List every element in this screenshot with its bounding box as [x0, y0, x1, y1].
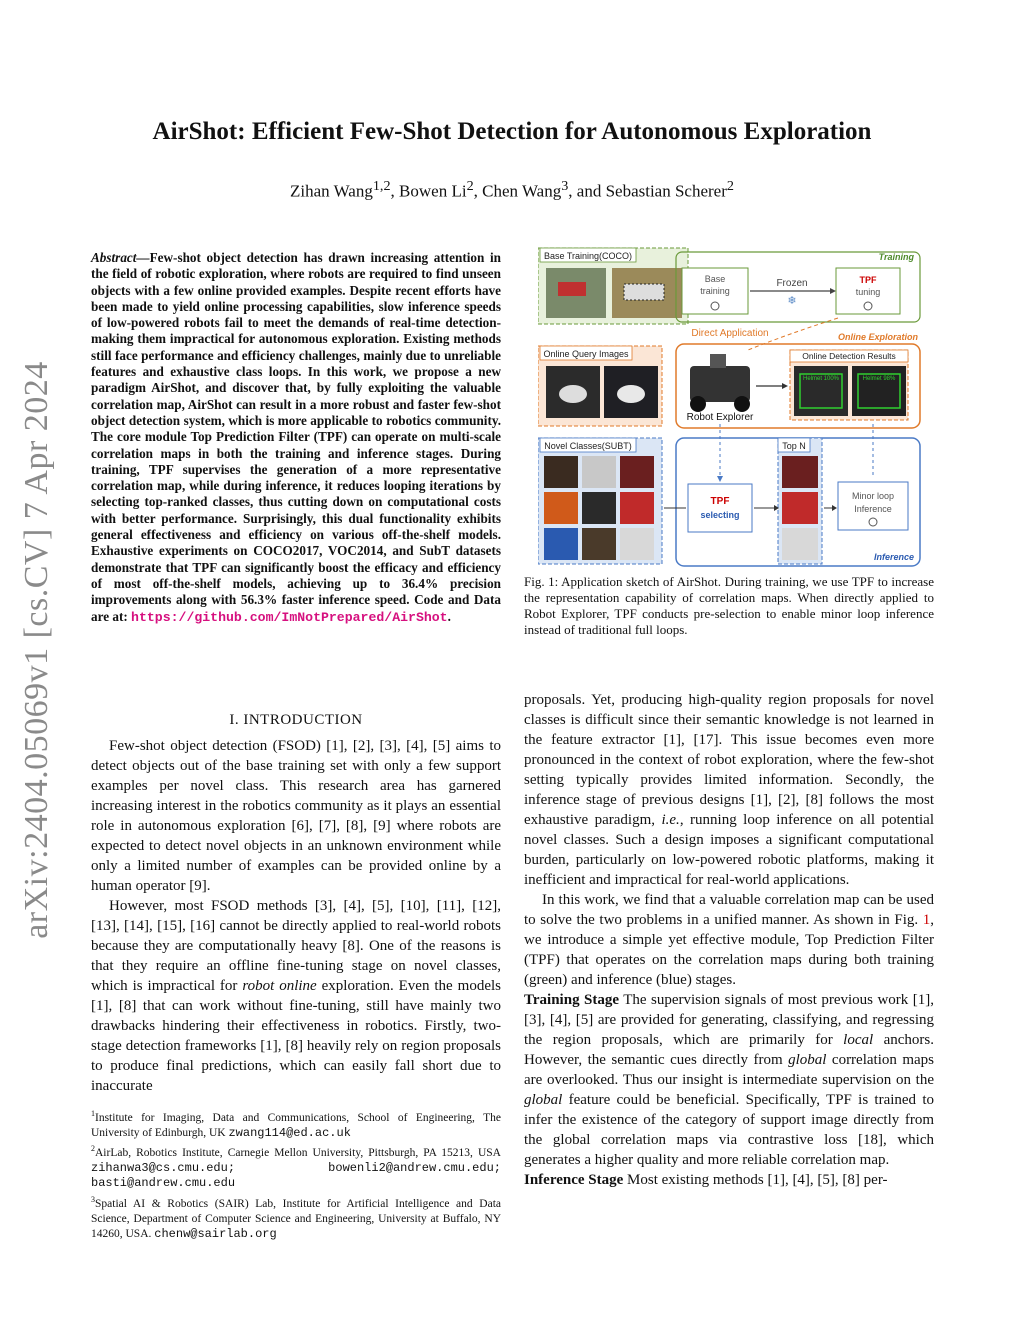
inference-label: Inference	[873, 552, 914, 562]
footnotes	[91, 1106, 501, 1242]
abstract-label: Abstract—	[91, 250, 150, 265]
introduction-right	[524, 690, 934, 1190]
right-paragraph-2: In this work, we find that a valuable correlation map can be used to solve the two problems in a unified manner. As shown in Fig. 1, we introduce a simple yet effective module, Top Prediction Filter (TPF) that operates on the correlation maps during both training (green) and inference (blue) stages.	[524, 892, 934, 988]
online-exploration-label: Online Exploration	[837, 332, 918, 342]
code-link[interactable]: https://github.com/ImNotPrepared/AirShot	[131, 609, 448, 625]
footnote-2: $^2$AirLab, Robotics Institute, Carnegie Mellon University, Pittsburgh, PA 15213, USA zihanwa3@cs.cmu.edu; bowenli2@andrew.cmu.edu; basti@andrew.cmu.edu	[91, 1144, 501, 1191]
abstract-text: Few-shot object detection has drawn increasing attention in the field of robotic exploration, where robots are required to find unseen objects with a few online provided examples. Despite recent efforts have been made to yield online processing capabilities, slow inference speeds of low-powered robots fail to meet the demands of real-time detection-making them impractical for autonomous exploration. Existing methods still face performance and efficiency challenges, mainly due to unreliable features and exhaustive class loops. In this work, we propose a new paradigm AirShot, and discover that, by fully exploiting the valuable correlation map, AirShot can result in a more robust and faster few-shot object detection system, which is more applicable to robotics community. The core module Top Prediction Filter (TPF) can operate on multi-scale correlation maps in both the training and inference stages. During training, TPF supervises the generation of a more representative correlation map, while during inference, it reduces looping iterations by selecting top-ranked classes, thus cutting down on computational costs with better performance. Surprisingly, this dual functionality exhibits general effectiveness and efficiency on various off-the-shelf models. Exhaustive experiments on COCO2017, VOC2014, and SubT datasets demonstrate that TPF can significantly boost the efficacy and efficiency of most off-the-shelf models, achieving up to 36.4% precision improvements along with 56.3% faster inference speed. Code and Data are at:	[91, 250, 501, 624]
svg-text:Online Detection Results: Online Detection Results	[802, 351, 896, 361]
inference-stage-paragraph: Inference Stage Most existing methods [1], [4], [5], [8] per-	[524, 1172, 888, 1188]
section-title: I. INTRODUCTION	[229, 712, 363, 728]
svg-text:Novel Classes(SUBT): Novel Classes(SUBT)	[544, 441, 632, 451]
training-stage-paragraph: Training Stage The supervision signals of most previous work [1], [3], [4], [5] are provided for generating, classifying, and regressing the region proposals, which are primarily for local anchors. However, the semantic cues directly from global correlation maps are overlooked. Thus our insight is intermediate supervision on the global feature could be beneficial. Specifically, TPF is trained to infer the existence of the category of support image directly from the global correlation maps via contrastive loss [18], which generates a higher quality and more reliable correlation map.	[524, 992, 934, 1168]
tpf-selecting-box	[688, 484, 752, 532]
intro-paragraph-1: Few-shot object detection (FSOD) [1], [2], [3], [4], [5] aims to detect objects out of the base training set with only a few support examples per novel class. This research area has garnered increasing interest in the robotics community as it plays an essential role in autonomous exploration [6], [7], [8], [9] where robots are expected to detect novel objects in an unknown environment while only a limited number of examples can be provided online by a human operator [9].	[91, 738, 501, 894]
abstract: Abstract—Few-shot object detection has drawn increasing attention in the field of robotic exploration, where robots are required to find unseen objects with a few online provided examples. Despite recent efforts have been made to yield online processing capabilities, slow inference speeds of low-powered robots fail to meet the demands of real-time detection-making them impractical for autonomous exploration. Existing methods still face performance and efficiency challenges, mainly due to unreliable features and exhaustive class loops. In this work, we propose a new paradigm AirShot, and discover that, by fully exploiting the valuable correlation map, AirShot can result in a more robust and faster few-shot object detection system, which is more applicable to robotics community. The core module Top Prediction Filter (TPF) can operate on multi-scale correlation maps in both the training and inference stages. During training, TPF supervises the generation of a more representative correlation map, while during inference, it reduces looping iterations by selecting top-ranked classes, thus cutting down on computational costs with better performance. Surprisingly, this dual functionality exhibits general effectiveness and efficiency on various off-the-shelf models. Exhaustive experiments on COCO2017, VOC2014, and SubT datasets demonstrate that TPF can significantly boost the efficacy and efficiency of most off-the-shelf models, achieving up to 36.4% precision improvements along with 56.3% faster inference speed. Code and Data are at: https://github.com/ImNotPrepared/AirShot.	[91, 250, 501, 625]
svg-text:Top N: Top N	[782, 441, 806, 451]
figure-1	[538, 246, 922, 568]
paper-title: AirShot: Efficient Few-Shot Detection for Autonomous Exploration	[152, 118, 872, 145]
base-training-title: Base Training(COCO)	[543, 251, 633, 261]
svg-text:TPF: TPF	[859, 275, 877, 285]
authors: Zihan Wang$^{1,2}$, Bowen Li$^2$, Chen Wang$^3$, and Sebastian Scherer$^2$	[290, 178, 734, 201]
training-label: Training	[878, 252, 914, 262]
figure-caption: Fig. 1: Application sketch of AirShot. During training, we use TPF to increase the representation capability of correlation maps. When directly applied to Robot Explorer, TPF conducts pre-selection to enable minor loop inference instead of traditional full loops.	[524, 574, 934, 637]
svg-text:tuning: tuning	[855, 287, 881, 297]
svg-text:TPF: TPF	[710, 496, 730, 507]
svg-text:❄: ❄	[787, 295, 797, 307]
footnote-1: $^1$Institute for Imaging, Data and Communications, School of Engineering, The University of Edinburgh, UK zwang114@ed.ac.uk	[91, 1109, 501, 1141]
fig-ref-link[interactable]: 1	[922, 912, 931, 928]
svg-text:Helmet 98%: Helmet 98%	[862, 376, 896, 382]
svg-text:Base: Base	[704, 274, 726, 284]
svg-text:Inference: Inference	[854, 504, 892, 514]
robot-explorer-label: Robot Explorer	[686, 412, 754, 423]
svg-text:Online Query Images: Online Query Images	[543, 349, 629, 359]
svg-text:selecting: selecting	[700, 510, 740, 520]
direct-application-label: Direct Application	[691, 328, 769, 339]
right-paragraph-1: proposals. Yet, producing high-quality region proposals for novel classes is difficult since their semantic knowledge is not learned in the feature extractor [1], [17]. This issue becomes even more pronounced in the context of robot exploration, where the few-shot setting typically provides limited information. Secondly, the inference stage of previous designs [1], [2], [8] follows the most exhaustive paradigm, i.e., running loop inference on all potential novel classes. Such a design imposes a significant computational burden, particularly on low-powered robotic platforms, making it inefficient and impractical for real-world applications.	[524, 692, 934, 888]
svg-text:training: training	[700, 286, 730, 296]
intro-paragraph-2: However, most FSOD methods [3], [4], [5], [10], [11], [12], [13], [14], [15], [16] cannot be directly applied to real-world robots because they are computationally heavy [8]. One of the reasons is that they require an offline fine-tuning stage on novel classes, which is impractical for robot online exploration. Even the models [1], [8] that can work without fine-tuning, still have mainly two drawbacks hindering their effectiveness in robotics. Firstly, two-stage detection frameworks [1], [8] heavily rely on region proposals to produce final predictions, which can easily fall short due to inaccurate	[91, 898, 501, 1094]
introduction-left	[91, 700, 501, 1096]
svg-text:Minor loop: Minor loop	[851, 491, 895, 501]
footnote-3: $^3$Spatial AI & Robotics (SAIR) Lab, Institute for Artificial Intelligence and Data Science, Department of Computer Science and Engineering, University at Buffalo, NY 14260, USA. chenw@sairlab.org	[91, 1194, 501, 1241]
svg-text:Helmet 100%: Helmet 100%	[802, 376, 840, 382]
arxiv-watermark: arXiv:2404.05069v1 [cs.CV] 7 Apr 2024	[18, 361, 55, 939]
frozen-label: Frozen	[776, 278, 808, 289]
